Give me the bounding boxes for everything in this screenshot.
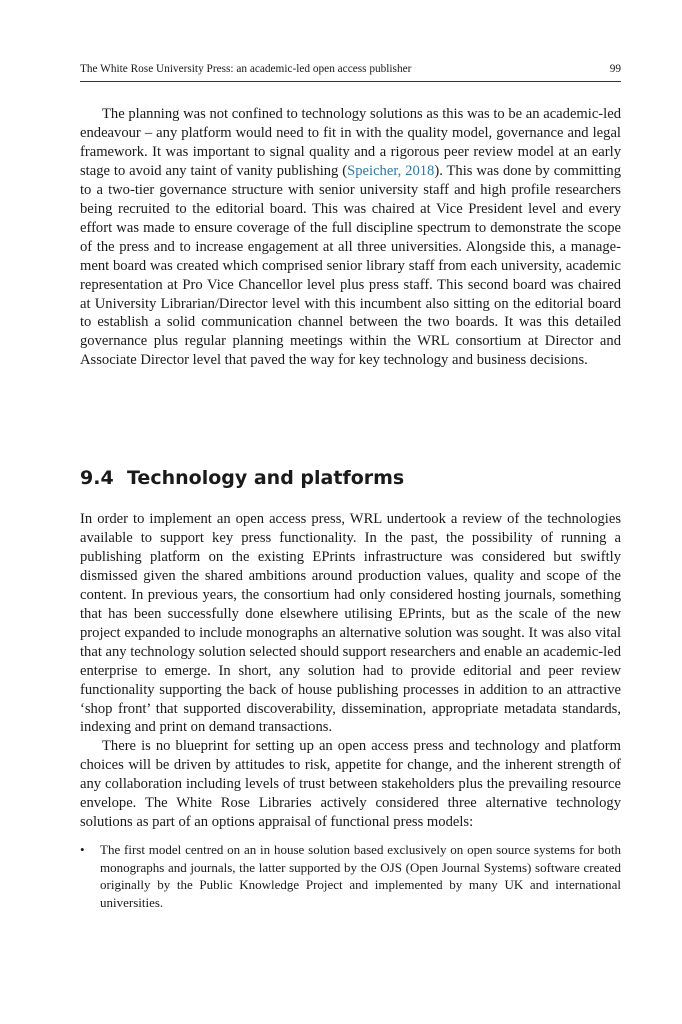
paragraph-planning-text-1: The planning was not confined to technology solutions as this was to be an academic-led endeavour – any platform would need to fit in with the quality model, governance and legal framework. It was important to signal quality and a rigorous peer review model at an early stage to avoid any taint of vanity publishing ( — [80, 106, 621, 179]
paragraph-planning — [80, 105, 621, 370]
citation-link[interactable]: Speicher, 2018 — [347, 162, 435, 179]
paragraph-blueprint: There is no blueprint for setting up an open access press and technology and platform choices will be driven by attitudes to risk, appetite for change, and the inherent strength of any collaboration including levels of trust between stakeholders plus the prevailing resource envelope. The White Rose Libraries actively considered three alternative technology solutions as part of an options appraisal of functional press models: — [80, 738, 621, 831]
governance-section — [80, 105, 621, 370]
options-list — [80, 841, 621, 911]
bullet-mark: • — [80, 842, 85, 858]
running-head — [80, 62, 621, 82]
list-item-text: The first model centred on an in house solution based exclusively on open source systems for both monographs and journals, the latter supported by the OJS (Open Journal Systems) software created originally by the Public Knowledge Project and implemented by many UK and international universities. — [100, 842, 621, 910]
section-title: Technology and platforms — [127, 467, 405, 489]
page-number: 99 — [609, 63, 621, 75]
paragraph-planning-text-2: ). This was done by committing to a two-tier governance structure with senior university staff and high profile researchers being recruited to the editorial board. This was chaired at Vice President level and every effort was made to ensure coverage of the full discipline spectrum to demonstrate the scope of the press and to increase engagement at all three universities. Alongside this, a management board was created which comprised senior library staff from each university, academic representation at Pro Vice Chancellor level plus press staff. This second board was chaired at University Librarian/Director level with this incumbent also sitting on the editorial board to establish a solid communication channel between the two boards. It was this detailed governance plus regular planning meetings within the WRL consortium at Director and Associate Director level that paved the way for key technology and business decisions. — [80, 162, 621, 369]
technology-section — [80, 510, 621, 912]
section-heading — [80, 464, 404, 492]
paragraph-review: In order to implement an open access press, WRL undertook a review of the technologies available to support key press functionality. In the past, the possibility of running a publishing platform on the existing EPrints infrastructure was considered but swiftly dismissed given the shared ambitions around production values, quality and scope of the content. In previous years, the consortium had only considered hosting journals, something that has been successfully done elsewhere utilising EPrints, but as the scale of the new project expanded to include monographs an alternative solution was sought. It was also vital that any technology solution selected should support researchers and enable an academic-led enterprise to emerge. In short, any solution had to provide editorial and peer review functionality supporting the back of house publishing processes in addition to an attractive ‘shop front’ that supported discoverability, dissemination, appropriate metadata standards, indexing and print on demand transactions. — [80, 511, 621, 736]
list-item — [80, 841, 621, 911]
running-head-title: The White Rose University Press: an academic-led open access publisher — [80, 63, 412, 75]
section-number: 9.4 — [80, 467, 114, 489]
